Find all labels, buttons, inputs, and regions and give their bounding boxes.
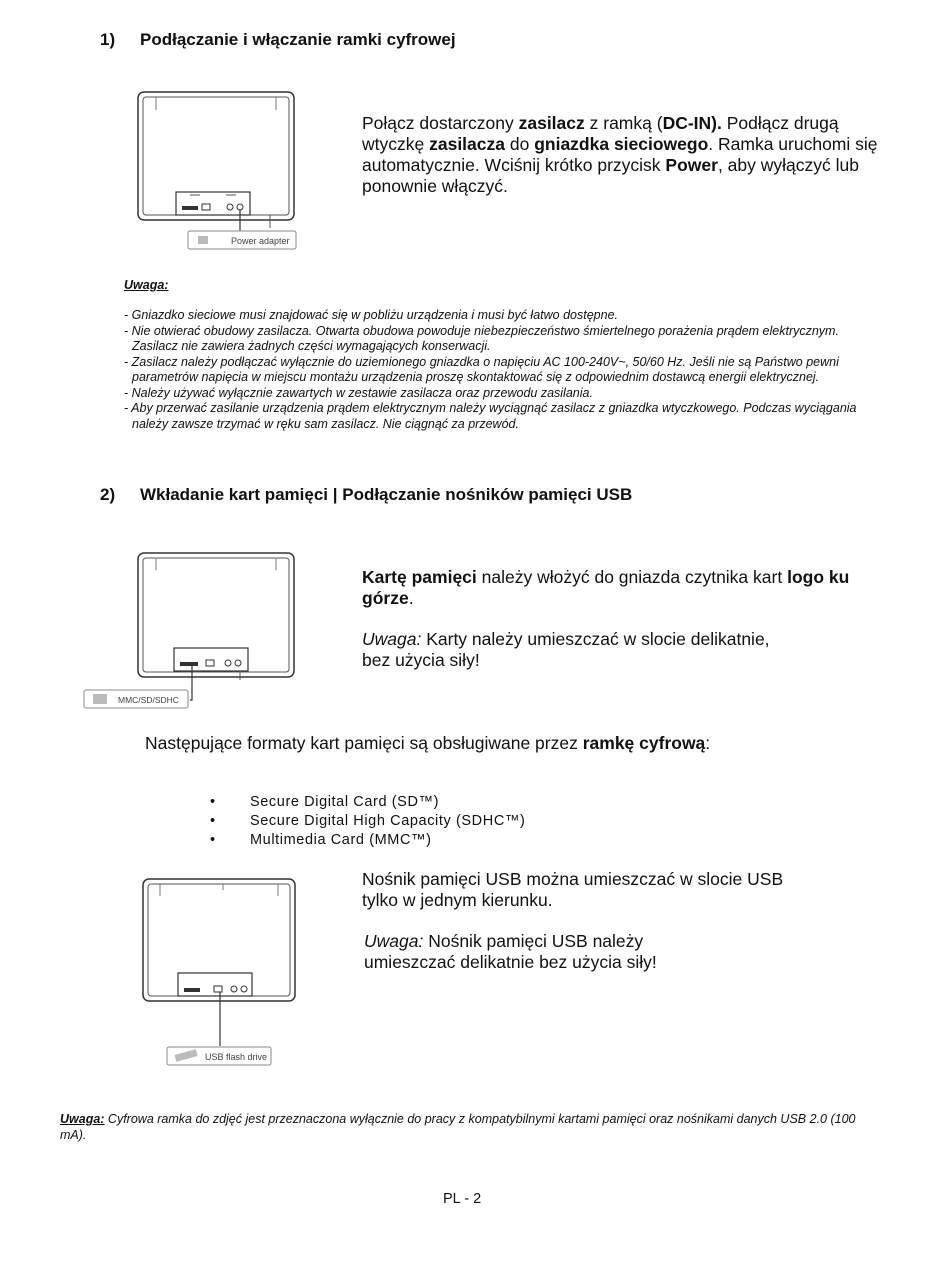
card-note-label: Uwaga: [362, 629, 422, 649]
usb-note-label: Uwaga: [364, 931, 424, 951]
section1-heading [100, 30, 456, 50]
note-item: - Należy używać wyłącznie zawartych w zestawie zasilacza oraz przewodu zasilania. [124, 385, 593, 400]
note-item: - Zasilacz należy podłączać wyłącznie do uziemionego gniazdka o napięciu AC 100-240V~, 50/60 Hz. Jeśli nie są Państwo pewni parametrów napięcia w miejscu montażu urządzenia proszę skontaktować się z odpowiednim dostawcą energii elektrycznej. [124, 354, 839, 384]
format-name: Multimedia Card (MMC™) [250, 832, 432, 848]
text-run: do [505, 134, 535, 154]
usb-note [364, 931, 679, 973]
usb-paragraph: Nośnik pamięci USB można umieszczać w slocie USB tylko w jednym kierunku. [362, 869, 784, 910]
page-number: PL - 2 [443, 1191, 482, 1207]
note-item: - Nie otwierać obudowy zasilacza. Otwarta obudowa powoduje niebezpieczeństwo śmiertelnego porażenia prądem elektrycznym. Zasilacz nie zawiera żadnych części wymagających konserwacji. [124, 323, 839, 353]
footer-note-text: Cyfrowa ramka do zdjęć jest przeznaczona wyłącznie do pracy z kompatybilnymi kartami pamięci oraz nośnikami danych USB 2.0 (100 mA). [60, 1112, 856, 1142]
text-run: . [408, 588, 414, 608]
power-adapter-label: Power adapter [231, 236, 290, 246]
text-run: Następujące formaty kart pamięci są obsługiwane przez [145, 733, 583, 753]
bold-text-run: Power [665, 155, 718, 175]
text-run: Połącz dostarczony [362, 113, 519, 133]
usb-drive-label: USB flash drive [205, 1052, 268, 1062]
formats-intro [145, 733, 710, 754]
section2-number: 2) [100, 485, 116, 504]
frame-card-figure [80, 550, 310, 712]
bold-text-run: gniazdka sieciowego [534, 134, 709, 154]
footer-note-title: Uwaga: [60, 1112, 105, 1126]
text-run: z ramką ( [584, 113, 663, 133]
section2-title: Wkładanie kart pamięci | Podłączanie nośników pamięci USB [140, 485, 633, 504]
text-run: : [705, 733, 711, 753]
rich-text [362, 567, 849, 608]
card-note [362, 629, 792, 671]
section2-heading [100, 485, 632, 505]
rich-text [145, 733, 710, 753]
format-name: Secure Digital Card (SD™) [250, 794, 440, 810]
card-note-text: Karty należy umieszczać w slocie delikatnie, bez użycia siły! [362, 629, 770, 670]
frame-power-figure [130, 88, 305, 258]
list-item [210, 831, 525, 850]
bullet: • [210, 794, 216, 810]
formats-list [210, 793, 525, 850]
frame-usb-figure [138, 876, 308, 1071]
note-item: - Gniazdko sieciowe musi znajdować się w pobliżu urządzenia i musi być łatwo dostępne. [124, 308, 618, 322]
bullet: • [210, 832, 216, 848]
bold-text-run: logo ku górze [362, 567, 850, 608]
text-run: . Ramka uruchomi się automatycznie. Wciśnij krótko przycisk [362, 134, 878, 175]
usb-note-text: Nośnik pamięci USB należy umieszczać delikatnie bez użycia siły! [364, 931, 657, 972]
section1-note-title: Uwaga: [124, 278, 169, 292]
section1-number: 1) [100, 30, 116, 49]
footer-note [60, 1112, 875, 1143]
card-type-label: MMC/SD/SDHC [118, 695, 179, 705]
bold-text-run: DC-IN). [662, 113, 722, 133]
text-run: należy włożyć do gniazda czytnika kart [476, 567, 788, 587]
card-paragraph [362, 567, 882, 609]
bold-text-run: Kartę pamięci [362, 567, 477, 587]
list-item [210, 812, 525, 831]
bold-text-run: zasilacz [518, 113, 585, 133]
list-item [210, 793, 525, 812]
text-run: , aby wyłączyć lub ponownie włączyć. [362, 155, 859, 196]
bold-text-run: ramkę cyfrową [582, 733, 706, 753]
section1-paragraph [362, 113, 882, 197]
section1-title: Podłączanie i włączanie ramki cyfrowej [140, 30, 456, 49]
note-item: - Aby przerwać zasilanie urządzenia prądem elektrycznym należy wyciągnąć zasilacz z gniazdka wtyczkowego. Podczas wyciągania należy zawsze trzymać w ręku sam zasilacz. Nie ciągnąć za przewód. [124, 401, 857, 431]
rich-text [362, 113, 878, 196]
section1-notes [124, 308, 864, 432]
bold-text-run: zasilacza [429, 134, 505, 154]
format-name: Secure Digital High Capacity (SDHC™) [250, 813, 526, 829]
text-run: Podłącz drugą wtyczkę [362, 113, 839, 154]
bullet: • [210, 813, 216, 829]
